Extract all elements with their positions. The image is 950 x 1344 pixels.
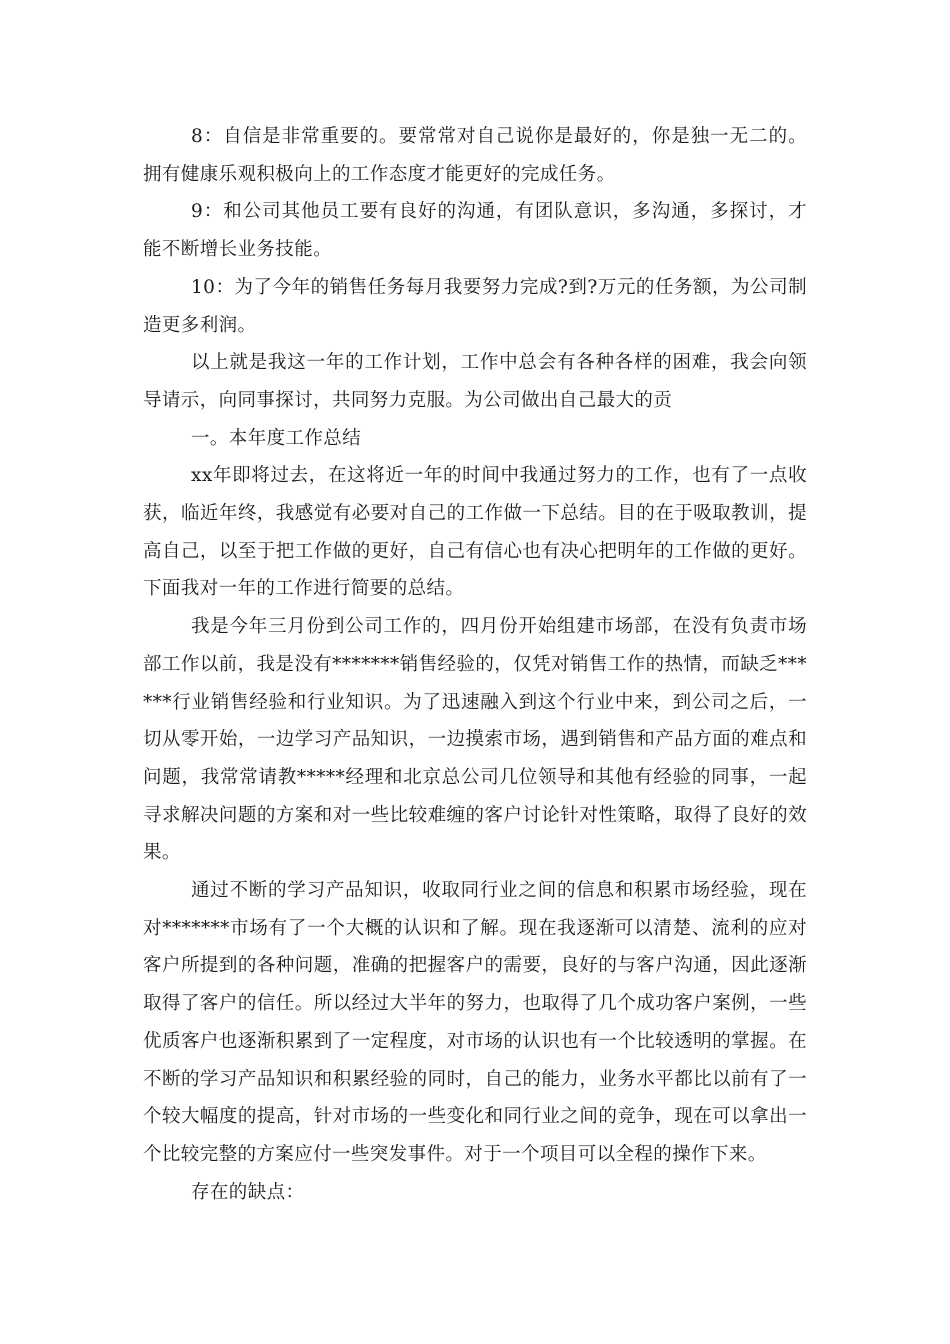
paragraph-plan-conclusion: 以上就是我这一年的工作计划，工作中总会有各种各样的困难，我会向领导请示，向同事探讨，共同努力克服。为公司做出自己最大的贡 <box>143 352 807 411</box>
paragraph-summary-intro: xx年即将过去，在这将近一年的时间中我通过努力的工作，也有了一点收获，临近年终，我感觉有必要对自己的工作做一下总结。目的在于吸取教训，提高自己，以至于把工作做的更好，自己有信心也有决心把明年的工作做的更好。下面我对一年的工作进行简要的总结。 <box>143 465 807 600</box>
paragraph-item-9: 9：和公司其他员工要有良好的沟通，有团队意识，多沟通，多探讨，才能不断增长业务技能。 <box>143 201 807 261</box>
paragraph-item-8: 8：自信是非常重要的。要常常对自己说你是最好的，你是独一无二的。拥有健康乐观积极向上的工作态度才能更好的完成任务。 <box>143 126 807 185</box>
paragraph-item-10: 10：为了今年的销售任务每月我要努力完成?到?万元的任务额，为公司制造更多利润。 <box>143 276 807 336</box>
document-body <box>143 118 807 1211</box>
paragraph-work-history: 我是今年三月份到公司工作的，四月份开始组建市场部，在没有负责市场部工作以前，我是没有*******销售经验的，仅凭对销售工作的热情，而缺乏******行业销售经验和行业知识。为了迅速融入到这个行业中来，到公司之后，一切从零开始，一边学习产品知识，一边摸索市场，遇到销售和产品方面的难点和问题，我常常请教*****经理和北京总公司几位领导和其他有经验的同事，一起寻求解决问题的方案和对一些比较难缠的客户讨论针对性策略，取得了良好的效果。 <box>143 616 807 864</box>
paragraph-progress: 通过不断的学习产品知识，收取同行业之间的信息和积累市场经验，现在对*******市场有了一个大概的认识和了解。现在我逐渐可以清楚、流利的应对客户所提到的各种问题，准确的把握客户的需要，良好的与客户沟通，因此逐渐取得了客户的信任。所以经过大半年的努力，也取得了几个成功客户案例，一些优质客户也逐渐积累到了一定程度，对市场的认识也有一个比较透明的掌握。在不断的学习产品知识和积累经验的同时，自己的能力，业务水平都比以前有了一个较大幅度的提高，针对市场的一些变化和同行业之间的竞争，现在可以拿出一个比较完整的方案应付一些突发事件。对于一个项目可以全程的操作下来。 <box>143 880 807 1165</box>
section-heading: 一。本年度工作总结 <box>191 427 362 449</box>
paragraph-shortcomings-heading: 存在的缺点： <box>191 1181 305 1203</box>
